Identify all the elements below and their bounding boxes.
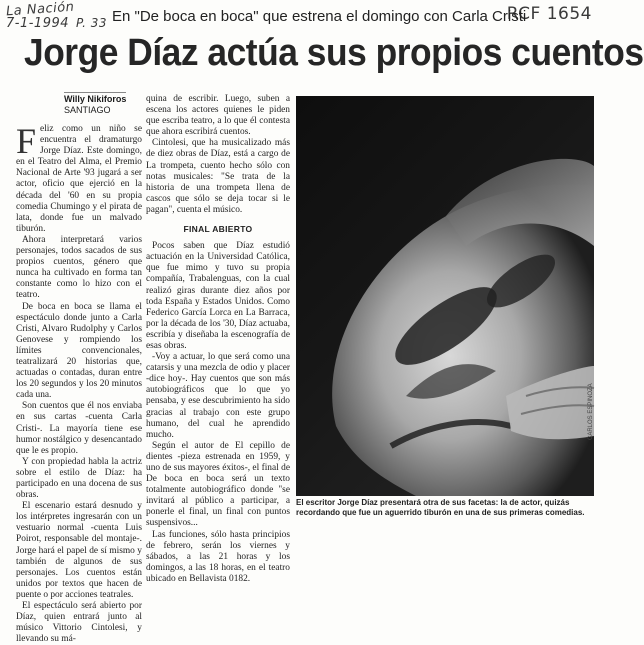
byline-location: SANTIAGO xyxy=(64,105,111,115)
paragraph: El espectáculo será abierto por Díaz, quien entrará junto al músico Vittorio Cintolesi, y llevando su má- xyxy=(16,601,142,645)
photo-caption: El escritor Jorge Díaz presentará otra de sus facetas: la de actor, quizás recordando que fue un aguerrido tiburón en una de sus primeras comedias. xyxy=(296,498,585,517)
paragraph: Cintolesi, que ha musicalizado más de diez obras de Díaz, está a cargo de La trompeta, cuento hecho sólo con notas musicales: "Se trata de la historia de una trompeta llena de cascos que sólo se deja tocar si le pagan", cuenta el músico. xyxy=(146,138,290,215)
article-column-1 xyxy=(16,121,142,645)
byline xyxy=(64,92,126,115)
paragraph: Pocos saben que Díaz estudió actuación en la Universidad Católica, que fue mimo y tuvo su propia compañía, Trabalenguas, con la cual realizó giras durante diez años por toda España y Estados Unidos. Como Federico García Lorca en La Barraca, por la década de los '30, Díaz actuaba, escribía y diseñaba la escenografía de esas obras. xyxy=(146,241,290,351)
kicker: En "De boca en boca" que estrena el domingo con Carla Cristi xyxy=(112,8,527,25)
handwritten-reference: RCF 1654 xyxy=(506,4,592,24)
article-column-2 xyxy=(146,94,290,584)
portrait-photo xyxy=(296,96,594,496)
handwritten-source: La Nación xyxy=(5,0,75,20)
paragraph: El escenario estará desnudo y los intérpretes ingresarán con un vestuario normal -cuenta Luis Poirot, responsable del montaje-. Jorge hará el papel de sí mismo y también de algunos de sus personajes. Los cuentos están unidos por textos que hacen de puente o por acciones teatrales. xyxy=(16,501,142,600)
photo-credit: CARLOS ESPINOZA xyxy=(588,383,594,440)
handwritten-page: P. 33 xyxy=(76,16,107,30)
handwritten-date: 7-1-1994 xyxy=(6,16,70,31)
drop-cap: F xyxy=(16,121,37,161)
paragraph: Ahora interpretará varios personajes, todos sacados de sus propios cuentos, género que nunca ha cultivado en forma tan constante como lo hizo con el teatro. xyxy=(16,234,142,301)
paragraph: De boca en boca se llama el espectáculo donde junto a Carla Cristi, Alvaro Rudolphy y Carlos Genovese y rompiendo los límites convencionales, teatralizará 20 historias que, actuadas o contadas, duran entre los 20 segundos y los 20 minutos cada una. xyxy=(16,301,142,401)
paragraph: Son cuentos que él nos enviaba en sus cartas -cuenta Carla Cristi-. La mayoría tiene ese humor nostálgico y desencantado que le es propio. xyxy=(16,401,142,456)
paragraph: eliz como un niño se encuentra el dramaturgo Jorge Díaz. Este domingo, en el Teatro del Alma, el Premio Nacional de Arte '93 jugará a ser actor, oficio que ejerció en la década del '60 en su propia comedia Chumingo y el pirata de lata, donde fue un malvado tiburón. xyxy=(16,124,142,234)
subhead: FINAL ABIERTO xyxy=(183,224,253,235)
paragraph: Según el autor de El cepillo de dientes -pieza estrenada en 1959, y uno de sus mayores éxitos-, el final de De boca en boca será un texto totalmente autobiográfico donde "se invitará al público a participar, a ponerle el final, un final con puntos suspensivos... xyxy=(146,440,290,529)
portrait-illustration xyxy=(296,96,594,496)
paragraph: Las funciones, sólo hasta principios de febrero, serán los viernes y sábados, a las 21 horas y los domingos, a las 18 horas, en el teatro ubicado en Bellavista 0182. xyxy=(146,529,290,584)
paragraph: quina de escribir. Luego, suben a escena los actores quienes le piden que escriba teatro, a lo que él contesta que ahora escribirá cuentos. xyxy=(146,94,290,138)
paragraph: -Voy a actuar, lo que será como una catarsis y una mezcla de odio y placer -dice hoy-. Hay cuentos que son más autobiográficos que lo que yo pensaba, y ese descubrimiento ha sido gracias al trabajo con este grupo humano, del cual he aprendido mucho. xyxy=(146,352,290,440)
headline: Jorge Díaz actúa sus propios cuentos xyxy=(24,32,644,74)
paragraph: Y con propiedad habla la actriz sobre el estilo de Díaz: ha participado en una docena de sus obras. xyxy=(16,456,142,501)
byline-author: Willy Nikiforos xyxy=(64,94,127,104)
